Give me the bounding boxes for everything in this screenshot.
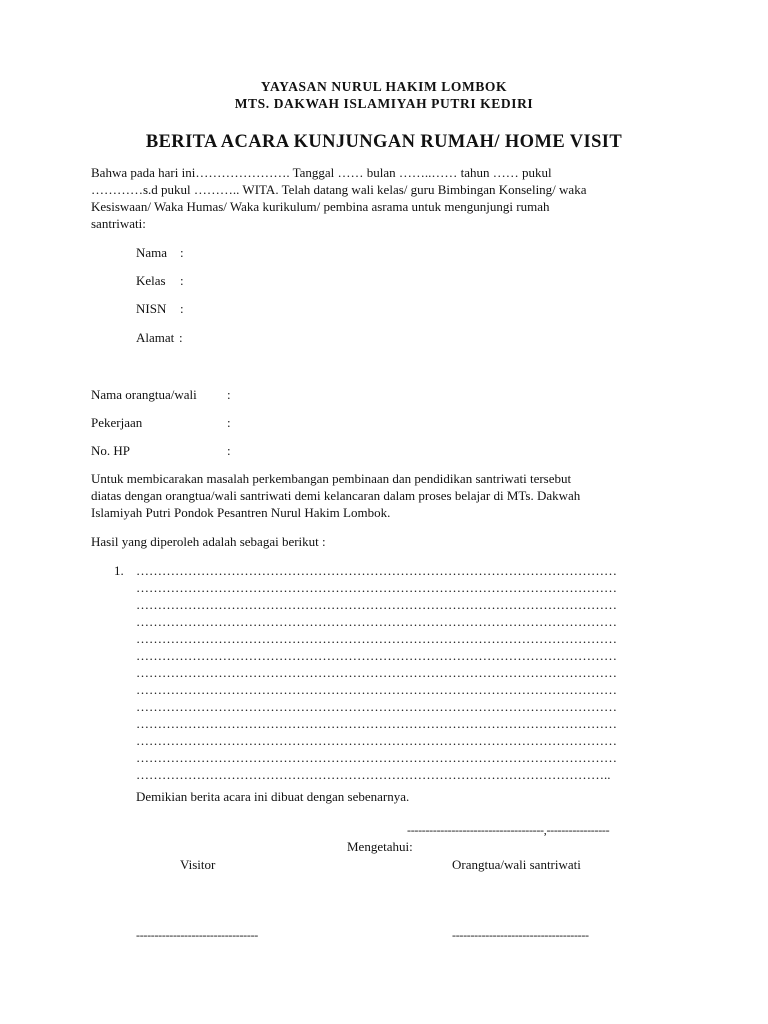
field-label-phone: No. HP bbox=[91, 443, 131, 458]
parent-label: Orangtua/wali santriwati bbox=[452, 857, 581, 872]
result-dotted-line: ………………………………………………………………………………………………… bbox=[136, 750, 617, 765]
intro-line-3: Kesiswaan/ Waka Humas/ Waka kurikulum/ pembina asrama untuk mengunjungi rumah bbox=[91, 199, 550, 214]
field-colon: : bbox=[180, 245, 184, 260]
result-dotted-line: ………………………………………………………………………………………………… bbox=[136, 648, 617, 663]
field-colon: : bbox=[179, 330, 183, 345]
closing-statement: Demikian berita acara ini dibuat dengan sebenarnya. bbox=[136, 789, 410, 804]
result-dotted-line: ………………………………………………………………………………………………… bbox=[136, 563, 617, 578]
field-colon: : bbox=[227, 387, 231, 402]
date-line: -------------------------------------,----------------- bbox=[407, 823, 610, 837]
field-label-occupation: Pekerjaan bbox=[91, 415, 143, 430]
result-dotted-line: ………………………………………………………………………………………………… bbox=[136, 699, 617, 714]
result-dotted-line: ………………………………………………………………………………………………… bbox=[136, 614, 617, 629]
field-colon: : bbox=[227, 443, 231, 458]
intro-line-4: santriwati: bbox=[91, 216, 146, 231]
school-name: MTS. DAKWAH ISLAMIYAH PUTRI KEDIRI bbox=[234, 96, 534, 111]
result-dotted-line: ………………………………………………………………………………………………… bbox=[136, 631, 617, 646]
foundation-name: YAYASAN NURUL HAKIM LOMBOK bbox=[260, 79, 508, 94]
field-label-kelas: Kelas bbox=[136, 273, 166, 288]
field-label-nama: Nama bbox=[136, 245, 168, 260]
intro-line-2: …………s.d pukul ……….. WITA. Telah datang wali kelas/ guru Bimbingan Konseling/ waka bbox=[91, 182, 587, 197]
result-dotted-line: ………………………………………………………………………………………………… bbox=[136, 665, 617, 680]
document-title: BERITA ACARA KUNJUNGAN RUMAH/ HOME VISIT bbox=[145, 132, 623, 152]
field-colon: : bbox=[180, 301, 184, 316]
parent-signature-line: ------------------------------------- bbox=[452, 928, 589, 942]
result-dotted-line: ……………………………………………………………………………………………….. bbox=[136, 767, 611, 782]
purpose-line-1: Untuk membicarakan masalah perkembangan pembinaan dan pendidikan santriwati tersebut bbox=[91, 471, 572, 486]
visitor-label: Visitor bbox=[180, 857, 216, 872]
result-number: 1. bbox=[114, 563, 124, 578]
field-colon: : bbox=[227, 415, 231, 430]
purpose-line-3: Islamiyah Putri Pondok Pesantren Nurul Hakim Lombok. bbox=[91, 505, 391, 520]
field-colon: : bbox=[180, 273, 184, 288]
result-dotted-line: ………………………………………………………………………………………………… bbox=[136, 580, 617, 595]
intro-line-1: Bahwa pada hari ini…………………. Tanggal …… bulan ……..…… tahun …… pukul bbox=[91, 165, 552, 180]
field-label-nisn: NISN bbox=[136, 301, 167, 316]
field-label-alamat: Alamat bbox=[136, 330, 175, 345]
results-heading: Hasil yang diperoleh adalah sebagai berikut : bbox=[91, 534, 326, 549]
result-dotted-line: ………………………………………………………………………………………………… bbox=[136, 597, 617, 612]
acknowledged-label: Mengetahui: bbox=[347, 839, 413, 854]
purpose-line-2: diatas dengan orangtua/wali santriwati demi kelancaran dalam proses belajar di MTs. Dakwah bbox=[91, 488, 581, 503]
result-dotted-line: ………………………………………………………………………………………………… bbox=[136, 682, 617, 697]
field-label-parent-name: Nama orangtua/wali bbox=[91, 387, 197, 402]
visitor-signature-line: --------------------------------- bbox=[136, 928, 258, 942]
result-dotted-line: ………………………………………………………………………………………………… bbox=[136, 716, 617, 731]
result-dotted-line: ………………………………………………………………………………………………… bbox=[136, 733, 617, 748]
